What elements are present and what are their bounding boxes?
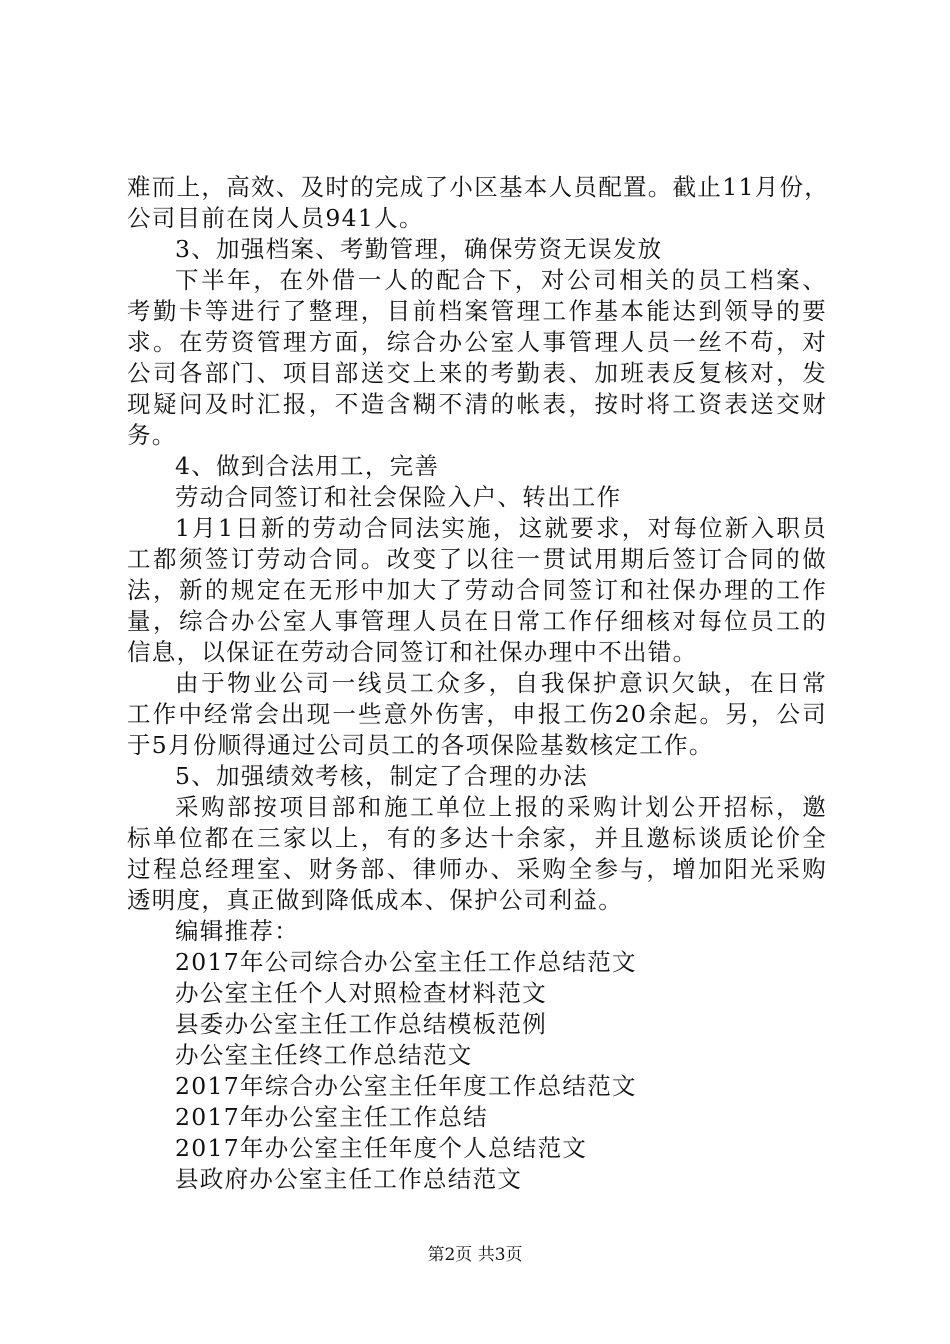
- recommend-link[interactable]: 办公室主任个人对照检查材料范文: [175, 979, 547, 1007]
- recommend-link[interactable]: 县委办公室主任工作总结模板范例: [175, 1010, 547, 1038]
- text-line: 劳动合同签订和社会保险入户、转出工作: [175, 483, 622, 511]
- section-heading: 4、做到合法用工，完善: [175, 452, 440, 480]
- text-line: 1月1日新的劳动合同法实施，这就要求，对每位新入职员: [175, 514, 827, 542]
- recommend-link[interactable]: 办公室主任终工作总结范文: [175, 1041, 473, 1069]
- text-line: 信息，以保证在劳动合同签订和社保办理中不出错。: [127, 638, 698, 666]
- text-line: 工都须签订劳动合同。改变了以往一贯试用期后签订合同的做: [127, 545, 827, 573]
- text-line: 难而上，高效、及时的完成了小区基本人员配置。截止11月份，: [127, 173, 830, 201]
- document-body: [127, 172, 830, 1195]
- text-line: 考勤卡等进行了整理，目前档案管理工作基本能达到领导的要: [127, 297, 827, 325]
- recommend-heading: 编辑推荐：: [175, 917, 299, 945]
- recommend-link[interactable]: 2017年办公室主任工作总结: [175, 1103, 489, 1131]
- text-line: 工作中经常会出现一些意外伤害，申报工伤20余起。另，公司: [127, 700, 827, 728]
- text-line: 透明度，真正做到降低成本、保护公司利益。: [127, 886, 623, 914]
- section-heading: 3、加强档案、考勤管理，确保劳资无误发放: [175, 235, 663, 263]
- text-line: 务。: [127, 421, 177, 449]
- text-line: 现疑问及时汇报，不造含糊不清的帐表，按时将工资表送交财: [127, 390, 827, 418]
- recommend-link[interactable]: 县政府办公室主任工作总结范文: [175, 1165, 523, 1193]
- text-line: 于5月份顺得通过公司员工的各项保险基数核定工作。: [127, 731, 714, 759]
- section-heading: 5、加强绩效考核，制定了合理的办法: [175, 762, 589, 790]
- page-footer: 第2页 共3页: [427, 1245, 523, 1265]
- text-line: 采购部按项目部和施工单位上报的采购计划公开招标，邀: [175, 793, 827, 821]
- recommend-link[interactable]: 2017年办公室主任年度个人总结范文: [175, 1134, 588, 1162]
- recommend-link[interactable]: 2017年综合办公室主任年度工作总结范文: [175, 1072, 637, 1100]
- text-line: 公司目前在岗人员941人。: [127, 204, 424, 232]
- text-line: 量，综合办公室人事管理人员在日常工作仔细核对每位员工的: [127, 607, 827, 635]
- recommend-link[interactable]: 2017年公司综合办公室主任工作总结范文: [175, 948, 637, 976]
- text-line: 标单位都在三家以上，有的多达十余家，并且邀标谈质论价全: [127, 824, 827, 852]
- text-line: 下半年，在外借一人的配合下，对公司相关的员工档案、: [175, 266, 827, 294]
- text-line: 过程总经理室、财务部、律师办、采购全参与，增加阳光采购: [127, 855, 827, 883]
- text-line: 由于物业公司一线员工众多，自我保护意识欠缺，在日常: [175, 669, 827, 697]
- text-line: 求。在劳资管理方面，综合办公室人事管理人员一丝不苟，对: [127, 328, 827, 356]
- text-line: 法，新的规定在无形中加大了劳动合同签订和社保办理的工作: [127, 576, 827, 604]
- text-line: 公司各部门、项目部送交上来的考勤表、加班表反复核对，发: [127, 359, 827, 387]
